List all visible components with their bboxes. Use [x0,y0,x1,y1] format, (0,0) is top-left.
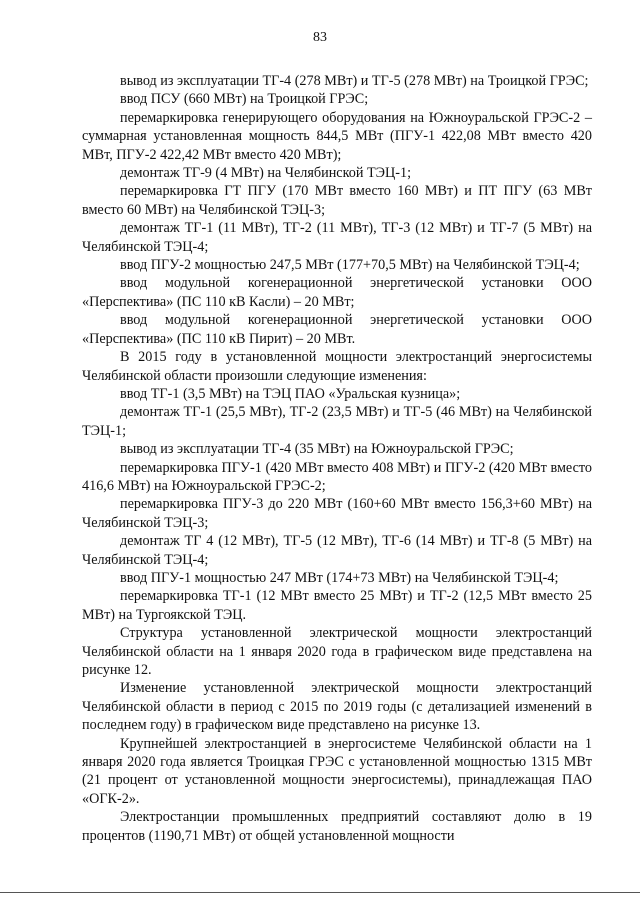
paragraph: вывод из эксплуатации ТГ-4 (35 МВт) на Южноуральской ГРЭС; [120,441,514,458]
paragraph: перемаркировка ПГУ-1 (420 МВт вместо 408 МВт) и ПГУ-2 (420 МВт вместо 416,6 МВт) на Южноуральской ГРЭС-2; [82,459,592,494]
paragraph: перемаркировка генерирующего оборудования на Южноуральской ГРЭС-2 – суммарная установленная мощность 844,5 МВт (ПГУ-1 422,08 МВт вместо 420 МВт, ПГУ-2 422,42 МВт вместо 420 МВт); [82,109,592,163]
page-number: 83 [313,30,327,45]
paragraph: перемаркировка ТГ-1 (12 МВт вместо 25 МВт) и ТГ-2 (12,5 МВт вместо 25 МВт) на Тургоякской ТЭЦ. [82,588,592,623]
paragraph: вывод из эксплуатации ТГ-4 (278 МВт) и ТГ-5 (278 МВт) на Троицкой ГРЭС; [120,73,589,89]
paragraph: демонтаж ТГ-1 (25,5 МВт), ТГ-2 (23,5 МВт) и ТГ-5 (46 МВт) на Челябинской ТЭЦ-1; [82,404,592,439]
paragraph: В 2015 году в установленной мощности электростанций энергосистемы Челябинской области произошли следующие изменения: [82,349,592,384]
paragraph: ввод ПГУ-1 мощностью 247 МВт (174+73 МВт) на Челябинской ТЭЦ-4; [120,569,559,586]
paragraph: перемаркировка ГТ ПГУ (170 МВт вместо 160 МВт) и ПТ ПГУ (63 МВт вместо 60 МВт) на Челябинской ТЭЦ-3; [82,183,592,218]
paragraph: перемаркировка ПГУ-3 до 220 МВт (160+60 МВт вместо 156,3+60 МВт) на Челябинской ТЭЦ-3; [82,496,592,531]
paragraph: ввод модульной когенерационной энергетической установки ООО «Перспектива» (ПС 110 кВ Пирит) – 20 МВт. [82,312,592,347]
paragraph: Электростанции промышленных предприятий составляют долю в 19 процентов (1190,71 МВт) от общей установленной мощности [82,809,592,844]
page-bottom-divider [0,892,640,893]
paragraph: демонтаж ТГ 4 (12 МВт), ТГ-5 (12 МВт), ТГ-6 (14 МВт) и ТГ-8 (5 МВт) на Челябинской ТЭЦ-4; [82,533,592,568]
paragraph: Структура установленной электрической мощности электростанций Челябинской области на 1 января 2020 года в графическом виде представлена на рисунке 12. [82,625,592,678]
paragraph: ввод ТГ-1 (3,5 МВт) на ТЭЦ ПАО «Уральская кузница»; [120,385,461,402]
paragraph: ввод ПГУ-2 мощностью 247,5 МВт (177+70,5 МВт) на Челябинской ТЭЦ-4; [120,257,580,274]
paragraph: ввод модульной когенерационной энергетической установки ООО «Перспектива» (ПС 110 кВ Касли) – 20 МВт; [82,275,592,310]
paragraph: ввод ПСУ (660 МВт) на Троицкой ГРЭС; [120,91,369,108]
document-body [82,72,592,845]
paragraph: Изменение установленной электрической мощности электростанций Челябинской области в период с 2015 по 2019 годы (с детализацией изменений в последнем году) в графическом виде представлено на рисунке 13. [82,680,592,734]
paragraph: Крупнейшей электростанцией в энергосистеме Челябинской области на 1 января 2020 года является Троицкая ГРЭС с установленной мощностью 1315 МВт (21 процент от установленной мощности энергосистемы), принадлежащая ПАО «ОГК-2». [82,735,592,807]
paragraph: демонтаж ТГ-9 (4 МВт) на Челябинской ТЭЦ-1; [120,165,412,182]
paragraph: демонтаж ТГ-1 (11 МВт), ТГ-2 (11 МВт), ТГ-3 (12 МВт) и ТГ-7 (5 МВт) на Челябинской ТЭЦ-4; [82,220,592,255]
